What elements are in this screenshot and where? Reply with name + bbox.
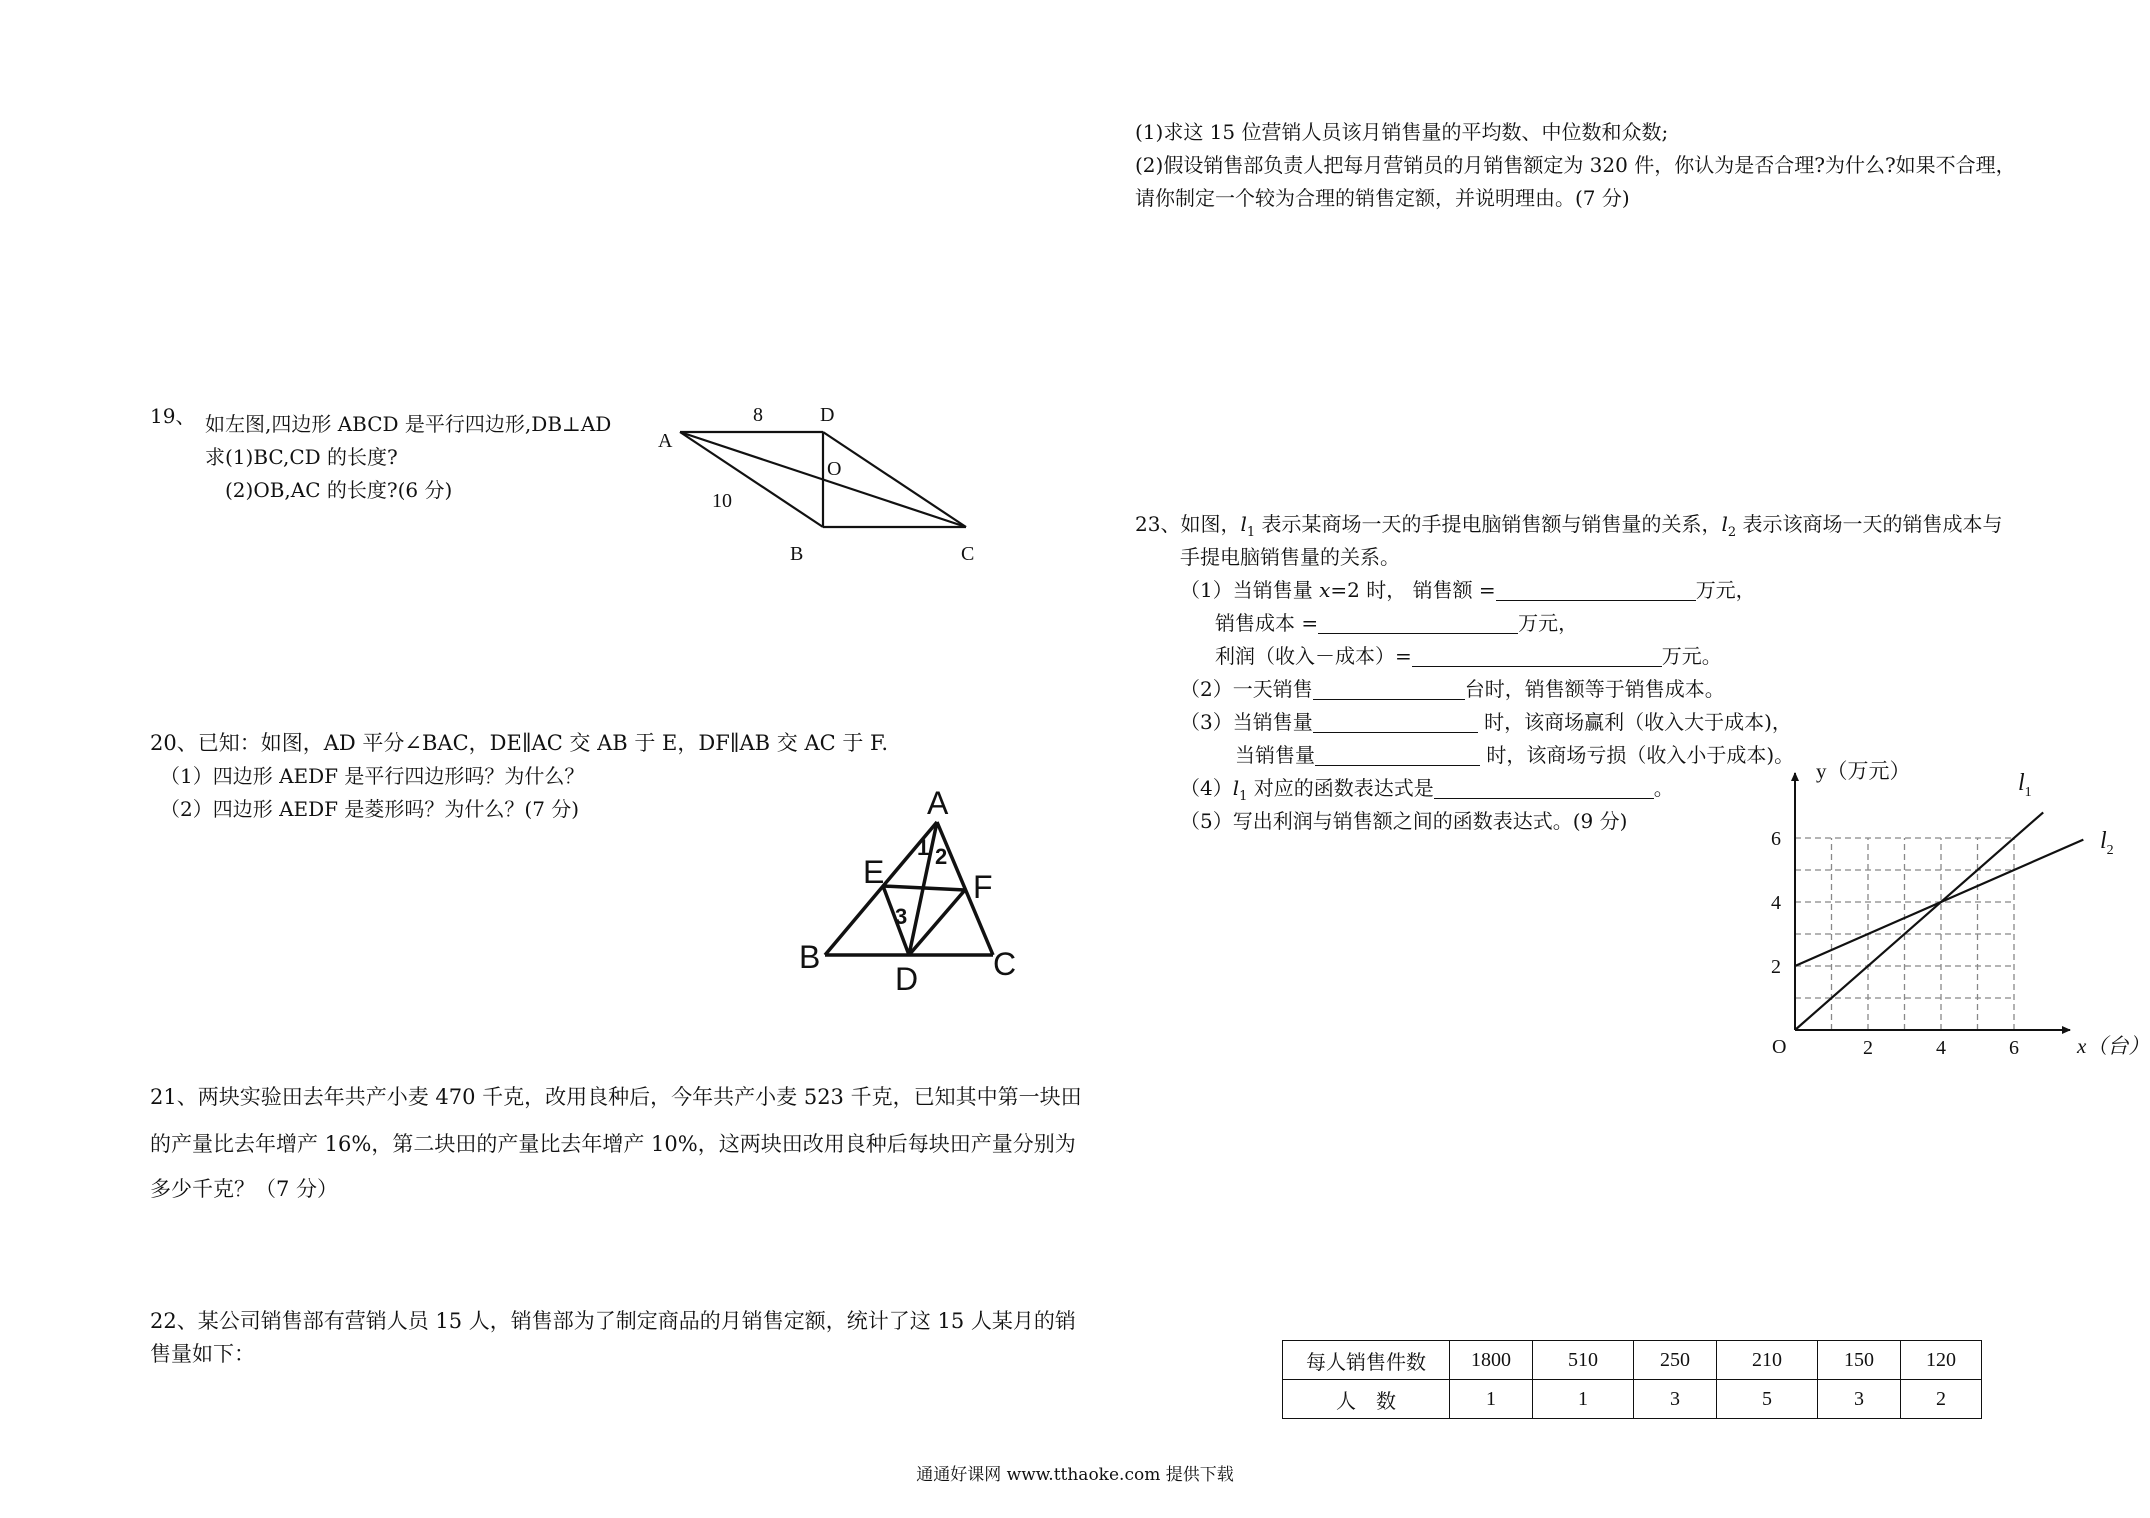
function-answer-blank[interactable] (1434, 774, 1654, 799)
x-tick-label: 4 (1936, 1037, 1946, 1059)
break-even-answer-blank[interactable] (1313, 675, 1465, 700)
q23-p2-text2: 台时，销售额等于销售成本。 (1464, 677, 1725, 701)
q23-p4-l1-symbol: l (1232, 776, 1240, 800)
table-header-people: 人 数 (1283, 1380, 1450, 1419)
q19-label-b: B (790, 543, 804, 565)
q23-l2-desc: 表示该商场一天的销售成本与 (1736, 512, 2003, 536)
q23-p1-cost-unit: 万元， (1518, 611, 1579, 635)
x-tick-label: 2 (1863, 1037, 1873, 1059)
q19-edge-dc (823, 432, 966, 527)
table-cell: 3 (1634, 1380, 1717, 1419)
q22-sales-table (1282, 1340, 1982, 1419)
table-row (1283, 1341, 1982, 1380)
q19-label-a: A (658, 430, 673, 452)
table-cell: 120 (1901, 1341, 1982, 1380)
q23-l2-subscript: 2 (1727, 525, 1737, 540)
q23-l1-subscript: 1 (1246, 525, 1256, 540)
q23-part5: （5）写出利润与销售额之间的函数表达式。(9 分) (1180, 809, 1628, 833)
q19-label-o: O (827, 458, 842, 480)
q23-line2: 手提电脑销售量的关系。 (1180, 545, 1400, 569)
q20-line1: 20、已知：如图，AD 平分∠BAC，DE∥AC 交 AB 于 E，DF∥AB 交 AC 于 F. (150, 731, 889, 755)
profit-range-blank[interactable] (1313, 708, 1478, 733)
table-row (1283, 1380, 1982, 1419)
q23-l1-desc: 表示某商场一天的手提电脑销售额与销售量的关系， (1255, 512, 1722, 536)
y-tick-label: 4 (1771, 892, 1781, 914)
q23-intro: 23、如图， (1135, 512, 1241, 536)
q19-length-10: 10 (712, 490, 732, 512)
q23-p4-text: （4） (1180, 776, 1233, 800)
q23-p3-loss-text: 当销售量 (1235, 743, 1315, 767)
q19-number: 19、 (150, 404, 196, 428)
q23-p1-unit: 万元， (1695, 578, 1756, 602)
q23-p2-text: （2）一天销售 (1180, 677, 1313, 701)
chart-y-label: y（万元） (1816, 759, 1911, 783)
q23-part1 (1180, 574, 1756, 606)
q19-length-8: 8 (753, 404, 763, 426)
q23-part1-cost (1215, 607, 1578, 639)
q23-p1-cost-text: 销售成本 = (1215, 611, 1319, 635)
q20-line2: （1）四边形 AEDF 是平行四边形吗？为什么？ (160, 764, 585, 788)
table-header-sales: 每人销售件数 (1283, 1341, 1450, 1380)
q23-l2-symbol: l (1721, 512, 1728, 536)
q23-p1-profit-text: 利润（收入－成本）= (1215, 644, 1412, 668)
q19-parallelogram-figure (650, 395, 1000, 575)
q20-label-f: F (973, 869, 993, 905)
q23-p1-x: x (1319, 578, 1331, 602)
table-cell: 250 (1634, 1341, 1717, 1380)
q20-angle-3: 3 (895, 904, 908, 929)
q20-label-e: E (863, 854, 885, 890)
chart-origin-label: O (1772, 1036, 1787, 1058)
q19-label-d: D (820, 404, 835, 426)
table-cell: 510 (1533, 1341, 1634, 1380)
q23-part1-profit (1215, 640, 1722, 672)
q22-part2-cont: 请你制定一个较为合理的销售定额，并说明理由。(7 分) (1135, 186, 1630, 210)
series-line-l2 (1795, 840, 2083, 966)
table-cell: 1 (1450, 1380, 1533, 1419)
q23-p3-loss-text2: 时，该商场亏损（收入小于成本)。 (1480, 743, 1795, 767)
table-cell: 210 (1717, 1341, 1818, 1380)
q23-p1-profit-unit: 万元。 (1661, 644, 1722, 668)
q23-l1-symbol: l (1240, 512, 1247, 536)
loss-range-blank[interactable] (1315, 741, 1480, 766)
table-cell: 1800 (1450, 1341, 1533, 1380)
q19-line3: (2)OB,AC 的长度?(6 分) (225, 478, 453, 502)
cost-answer-blank[interactable] (1318, 609, 1518, 634)
q20-triangle-figure (795, 780, 1035, 1005)
chart-series-label-l2: $l_2$ (2100, 828, 2114, 858)
q23-p1-text: （1）当销售量 (1180, 578, 1320, 602)
sales-answer-blank[interactable] (1496, 576, 1696, 601)
profit-answer-blank[interactable] (1412, 642, 1662, 667)
table-cell: 150 (1818, 1341, 1901, 1380)
q23-p4-text2: 对应的函数表达式是 (1247, 776, 1434, 800)
q19-label-c: C (961, 543, 975, 565)
q23-part2 (1180, 673, 1725, 705)
x-tick-label: 6 (2009, 1037, 2019, 1059)
q23-line-chart (1760, 755, 2150, 1085)
q20-label-d: D (895, 961, 919, 997)
y-tick-label: 6 (1771, 828, 1781, 850)
q22-part1: (1)求这 15 位营销人员该月销售量的平均数、中位数和众数; (1135, 120, 1669, 144)
q23-p3-text2: 时，该商场赢利（收入大于成本)， (1477, 710, 1792, 734)
q21-line1: 21、两块实验田去年共产小麦 470 千克，改用良种后，今年共产小麦 523 千克，已知其中第一块田 (150, 1085, 1082, 1109)
q23-part3 (1180, 706, 1792, 738)
table-cell: 2 (1901, 1380, 1982, 1419)
q21-line2: 的产量比去年增产 16%，第二块田的产量比去年增产 10%，这两块田改用良种后每块田产量分别为 (150, 1132, 1076, 1156)
table-cell: 5 (1717, 1380, 1818, 1419)
q23-part3-loss (1235, 739, 1794, 771)
table-cell: 3 (1818, 1380, 1901, 1419)
q20-segment-ef (883, 886, 965, 890)
q19-edge-ba (680, 432, 823, 527)
q23-p4-l1-subscript: 1 (1239, 789, 1248, 804)
q23-p1-text2: =2 时， 销售额 = (1330, 578, 1496, 602)
table-cell: 1 (1533, 1380, 1634, 1419)
q22-part2: (2)假设销售部负责人把每月营销员的月销售额定为 320 件，你认为是否合理?为什么?如果不合理， (1135, 153, 2016, 177)
chart-series-label-l1: $l_1$ (2018, 770, 2032, 800)
q23-p4-end: 。 (1653, 776, 1674, 800)
q20-angle-1: 1 (917, 835, 930, 860)
q20-label-c: C (993, 946, 1017, 982)
y-tick-label: 2 (1771, 956, 1781, 978)
q22-line2: 售量如下： (150, 1342, 255, 1366)
footer-credit: 通通好课网 www.tthaoke.com 提供下载 (916, 1465, 1234, 1485)
q20-label-a: A (927, 785, 949, 821)
q20-line3: （2）四边形 AEDF 是菱形吗？为什么？(7 分) (160, 797, 580, 821)
q20-label-b: B (799, 939, 821, 975)
q21-line3: 多少千克？（7 分） (150, 1177, 339, 1201)
q19-line1: 如左图,四边形 ABCD 是平行四边形,DB⊥AD (205, 412, 612, 436)
q22-line1: 22、某公司销售部有营销人员 15 人，销售部为了制定商品的月销售定额，统计了这 15 人某月的销 (150, 1309, 1076, 1333)
q23-p3-text: （3）当销售量 (1180, 710, 1313, 734)
q20-angle-2: 2 (935, 844, 948, 869)
q19-line2: 求(1)BC,CD 的长度? (205, 445, 398, 469)
chart-x-label: x（台） (2077, 1034, 2150, 1058)
